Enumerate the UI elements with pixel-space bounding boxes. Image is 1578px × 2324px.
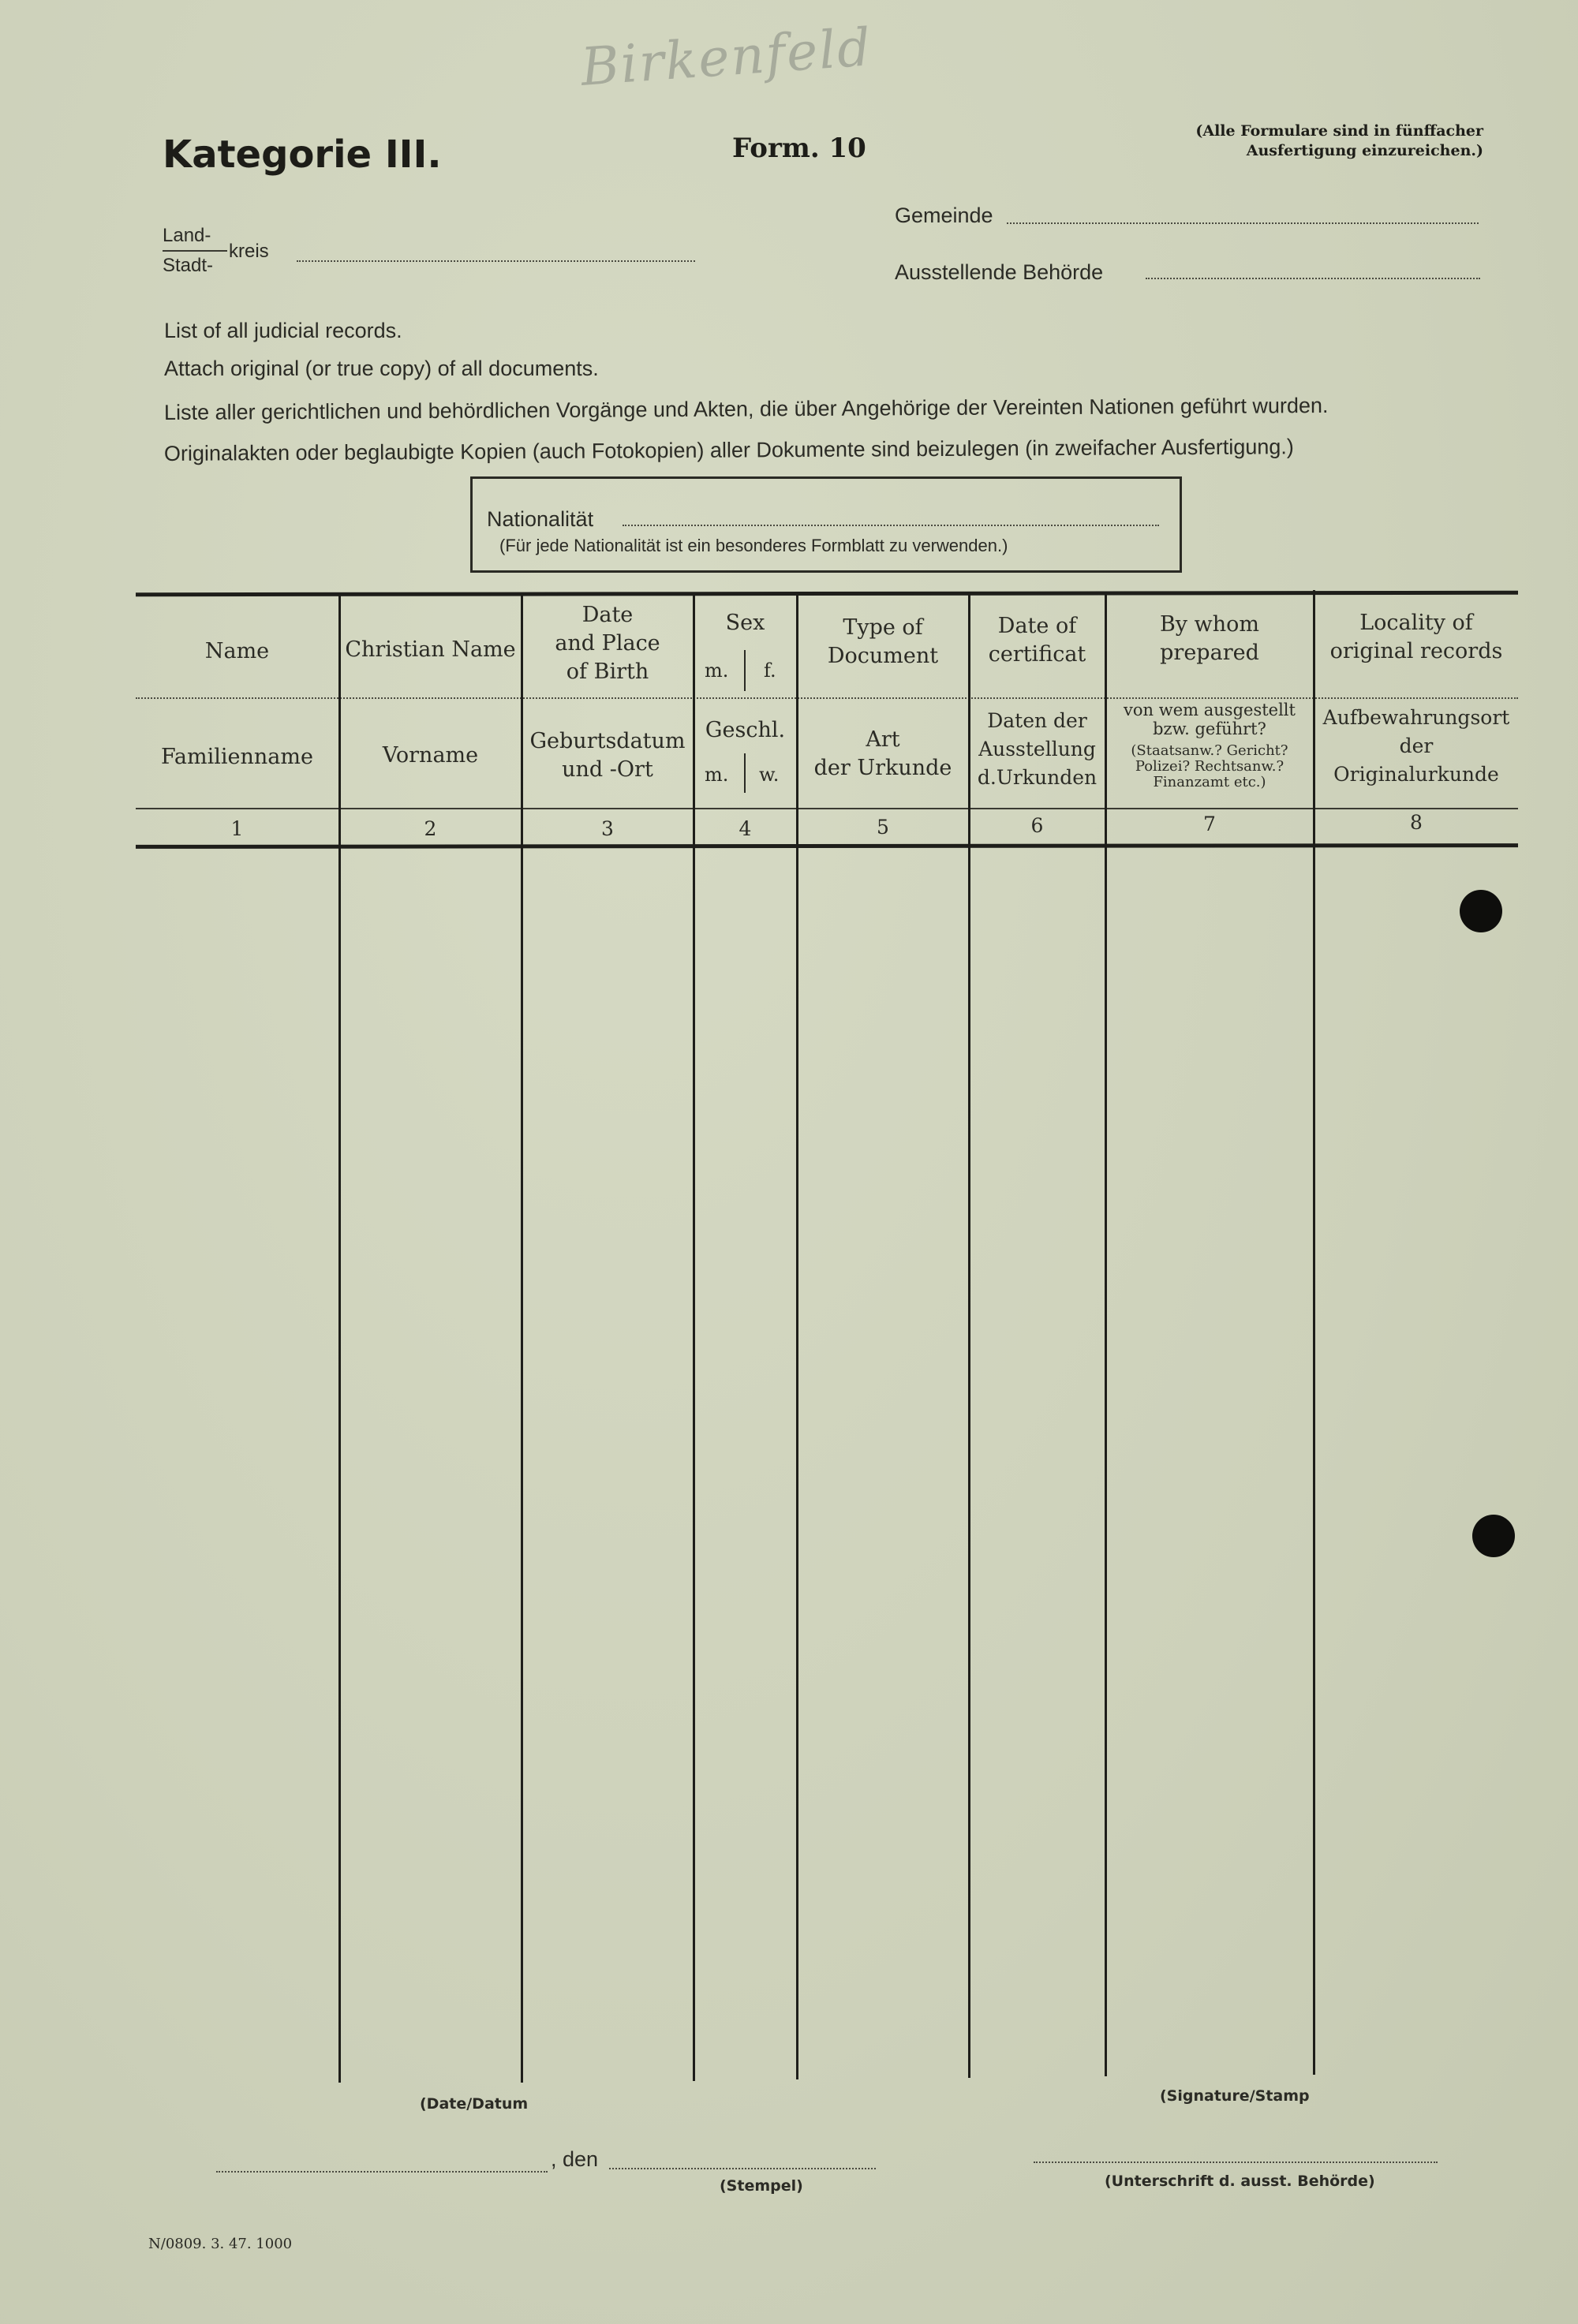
kategorie-title: Kategorie III.: [163, 133, 442, 177]
col-8-header-de-line-1: Aufbewahrungsort: [1322, 706, 1510, 729]
col-4-header-en: Sex: [725, 611, 765, 635]
col-8-header-de: [1314, 704, 1518, 789]
col-6-header-en-line-1: Date of: [997, 614, 1077, 638]
col-6-number: 6: [1030, 814, 1044, 837]
instruction-line-2: Attach original (or true copy) of all documents.: [164, 357, 599, 380]
col-1-number: 1: [230, 817, 244, 840]
col-7-header-en-line-2: prepared: [1160, 641, 1259, 665]
col-6-header-en: [970, 612, 1105, 669]
handwritten-place-name: Birkenfeld: [578, 17, 874, 98]
instruction-line-3: Liste aller gerichtlichen und behördlichen Vorgänge und Akten, die über Angehörige der Vereinten Nationen geführt wurden.: [163, 393, 1329, 424]
date-label: (Date/Datum: [420, 2095, 529, 2113]
col-7-note-line-1: (Staatsanw.? Gericht?: [1131, 742, 1288, 759]
col-5-header-de: [798, 726, 968, 783]
instruction-line-1: List of all judicial records.: [164, 319, 402, 342]
col-2-header-de: Vorname: [382, 743, 479, 768]
submission-note-line-1: (Alle Formulare sind in fünffacher: [1195, 122, 1483, 140]
form-number-title: Form. 10: [732, 133, 866, 164]
nationality-box: [470, 476, 1182, 573]
col-4-de-w: w.: [759, 764, 780, 786]
table-header-bottom-rule: [136, 843, 1518, 849]
col-8-header-en-line-2: original records: [1329, 639, 1503, 663]
col-7-header-en: [1106, 611, 1313, 667]
submission-note-line-2: Ausfertigung einzureichen.): [1246, 142, 1483, 159]
den-label: , den: [551, 2147, 599, 2171]
col-6-header-de-line-2: Ausstellung: [978, 738, 1096, 760]
kreis-field[interactable]: [297, 260, 695, 262]
col-5-header-de-line-2: der Urkunde: [813, 756, 952, 780]
col-8-number: 8: [1410, 811, 1423, 834]
nationality-field[interactable]: [623, 525, 1159, 526]
col-8-header-de-line-2: der: [1399, 734, 1434, 757]
col-6-header-de-line-1: Daten der: [987, 709, 1087, 732]
punch-hole-top: [1460, 890, 1502, 932]
signature-label: (Signature/Stamp: [1160, 2087, 1310, 2105]
nationality-note: (Für jede Nationalität ist ein besonderes Formblatt zu verwenden.): [499, 536, 1008, 555]
sex-mf-divider: [744, 650, 746, 691]
land-stadt-divider: [163, 250, 227, 252]
col-4-en-f: f.: [764, 659, 776, 682]
col-8-header-de-line-3: Originalurkunde: [1333, 763, 1499, 786]
col-4-number: 4: [739, 817, 752, 840]
col-3-header-de-line-2: und -Ort: [562, 757, 653, 782]
date-field[interactable]: [609, 2168, 876, 2169]
col-7-number: 7: [1203, 813, 1216, 835]
nationality-label: Nationalität: [487, 507, 594, 531]
col-5-header-de-line-1: Art: [866, 727, 900, 752]
col-5-header-en: [798, 614, 968, 671]
gemeinde-label: Gemeinde: [895, 204, 993, 227]
behoerde-field[interactable]: [1146, 278, 1480, 279]
col-1-header-en: Name: [204, 639, 270, 663]
behoerde-label: Ausstellende Behörde: [895, 260, 1104, 284]
gemeinde-field[interactable]: [1007, 222, 1479, 224]
col-7-header-de-line-2: bzw. geführt?: [1153, 719, 1266, 738]
col-4-en-m: m.: [705, 659, 729, 682]
stempel-label: (Stempel): [720, 2177, 803, 2195]
col-7-header-en-line-1: By whom: [1159, 612, 1260, 637]
col-6-header-en-line-2: certificat: [988, 642, 1086, 667]
table-lang-separator: [136, 697, 1518, 699]
col-7-header-de-note: [1106, 743, 1313, 790]
col-8-header-en-line-1: Locality of: [1359, 611, 1473, 635]
land-label: Land-: [163, 225, 211, 246]
place-field[interactable]: [216, 2171, 548, 2173]
col-5-number: 5: [877, 816, 889, 839]
stadt-label: Stadt-: [163, 255, 214, 276]
col-7-header-de-line-1: von wem ausgestellt: [1124, 701, 1296, 719]
col-7-note-line-3: Finanzamt etc.): [1153, 774, 1266, 790]
submission-note: [1049, 121, 1483, 161]
col-6-header-de-line-3: d.Urkunden: [977, 766, 1097, 789]
table-top-rule: [136, 591, 1518, 596]
col-5-header-en-line-2: Document: [827, 644, 939, 668]
col-1-header-de: Familienname: [161, 745, 313, 769]
col-5-header-en-line-1: Type of: [843, 615, 923, 640]
col-2-number: 2: [424, 817, 437, 840]
col-3-header-en-line-3: of Birth: [566, 659, 649, 684]
column-divider-3: [693, 593, 695, 2081]
col-6-header-de: [970, 707, 1105, 792]
col-2-header-en: Christian Name: [345, 637, 516, 662]
col-4-de-m: m.: [705, 764, 729, 786]
col-3-header-en-line-2: and Place: [555, 631, 660, 656]
col-7-note-line-2: Polizei? Rechtsanw.?: [1135, 758, 1284, 775]
punch-hole-bottom: [1472, 1515, 1515, 1557]
unterschrift-label: (Unterschrift d. ausst. Behörde): [1105, 2173, 1375, 2190]
table-number-separator: [136, 808, 1518, 809]
sex-mw-divider: [744, 753, 746, 793]
col-3-number: 3: [601, 817, 614, 840]
signature-field[interactable]: [1034, 2161, 1438, 2163]
col-3-header-en-line-1: Date: [581, 603, 634, 627]
col-3-header-de-line-1: Geburtsdatum: [529, 729, 686, 753]
col-7-header-de: [1106, 701, 1313, 738]
col-3-header-en: [522, 601, 693, 686]
col-3-header-de: [522, 727, 693, 784]
col-8-header-en: [1314, 609, 1518, 666]
print-number: N/0809. 3. 47. 1000: [148, 2236, 293, 2252]
instruction-line-4: Originalakten oder beglaubigte Kopien (auch Fotokopien) aller Dokumente sind beizulegen (in zweifacher Ausfertigung.): [163, 435, 1294, 465]
col-4-header-de: Geschl.: [705, 718, 786, 742]
kreis-label: kreis: [229, 241, 269, 262]
